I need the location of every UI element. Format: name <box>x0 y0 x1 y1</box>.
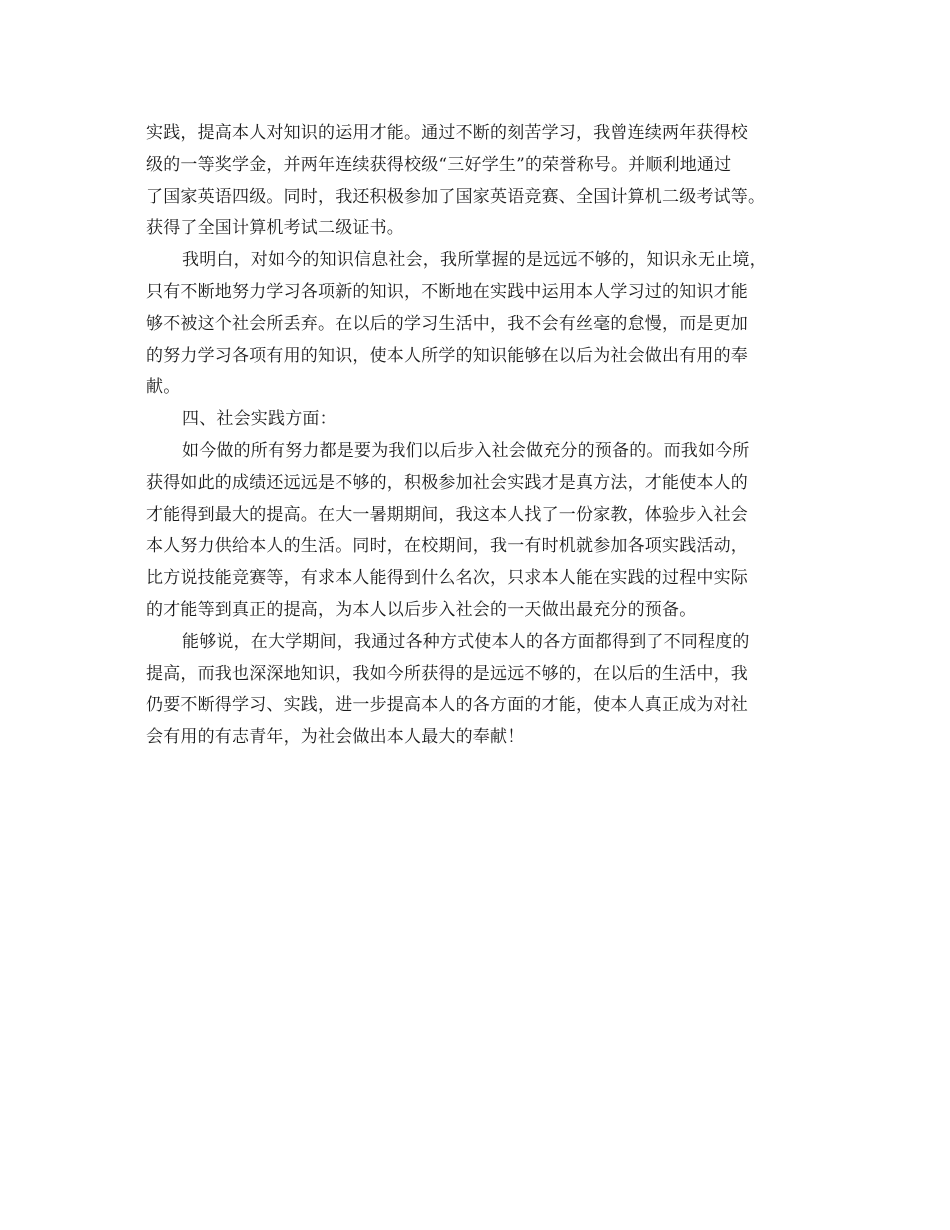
text-line: 比方说技能竞赛等，有求本人能得到什么名次，只求本人能在实践的过程中实际 <box>146 568 748 589</box>
text-line: 我明白，对如今的知识信息社会，我所掌握的是远远不够的，知识永无止境， <box>182 250 767 271</box>
text-line: 会有用的有志青年，为社会做出本人最大的奉献！ <box>146 727 525 748</box>
text-line: 献。 <box>146 377 181 398</box>
text-line: 只有不断地努力学习各项新的知识，不断地在实践中运用本人学习过的知识才能 <box>146 281 748 302</box>
text-line: 提高，而我也深深地知识，我如今所获得的是远远不够的，在以后的生活中，我 <box>146 663 748 684</box>
paragraph <box>146 118 812 245</box>
text-line: 获得了全国计算机考试二级证书。 <box>146 218 404 239</box>
text-line: 实践，提高本人对知识的运用才能。通过不断的刻苦学习，我曾连续两年获得校 <box>146 123 748 143</box>
text-line: 如今做的所有努力都是要为我们以后步入社会做充分的预备的。而我如今所 <box>182 440 750 461</box>
document-body <box>146 118 812 754</box>
text-line: 了国家英语四级。同时，我还积极参加了国家英语竞赛、全国计算机二级考试等。 <box>146 186 766 207</box>
text-line: 能够说，在大学期间，我通过各种方式使本人的各方面都得到了不同程度的 <box>182 631 750 652</box>
text-line: 的努力学习各项有用的知识，使本人所学的知识能够在以后为社会做出有用的奉 <box>146 345 748 366</box>
text-line: 才能得到最大的提高。在大一暑期期间，我这本人找了一份家教，体验步入社会 <box>146 504 748 525</box>
paragraph <box>146 436 812 627</box>
text-line: 够不被这个社会所丢弃。在以后的学习生活中，我不会有丝毫的怠慢，而是更加 <box>146 313 748 334</box>
text-line: 本人努力供给本人的生活。同时，在校期间，我一有时机就参加各项实践活动， <box>146 536 748 557</box>
text-line: 的才能等到真正的提高，为本人以后步入社会的一天做出最充分的预备。 <box>146 599 697 620</box>
text-line: 级的一等奖学金，并两年连续获得校级“三好学生”的荣誉称号。并顺利地通过 <box>146 154 732 175</box>
text-line: 四、社会实践方面： <box>182 409 337 430</box>
text-line: 仍要不断得学习、实践，进一步提高本人的各方面的才能，使本人真正成为对社 <box>146 695 748 716</box>
section-heading <box>146 404 812 436</box>
paragraph <box>146 627 812 754</box>
paragraph <box>146 245 812 404</box>
text-line: 获得如此的成绩还远远是不够的，积极参加社会实践才是真方法，才能使本人的 <box>146 472 748 493</box>
